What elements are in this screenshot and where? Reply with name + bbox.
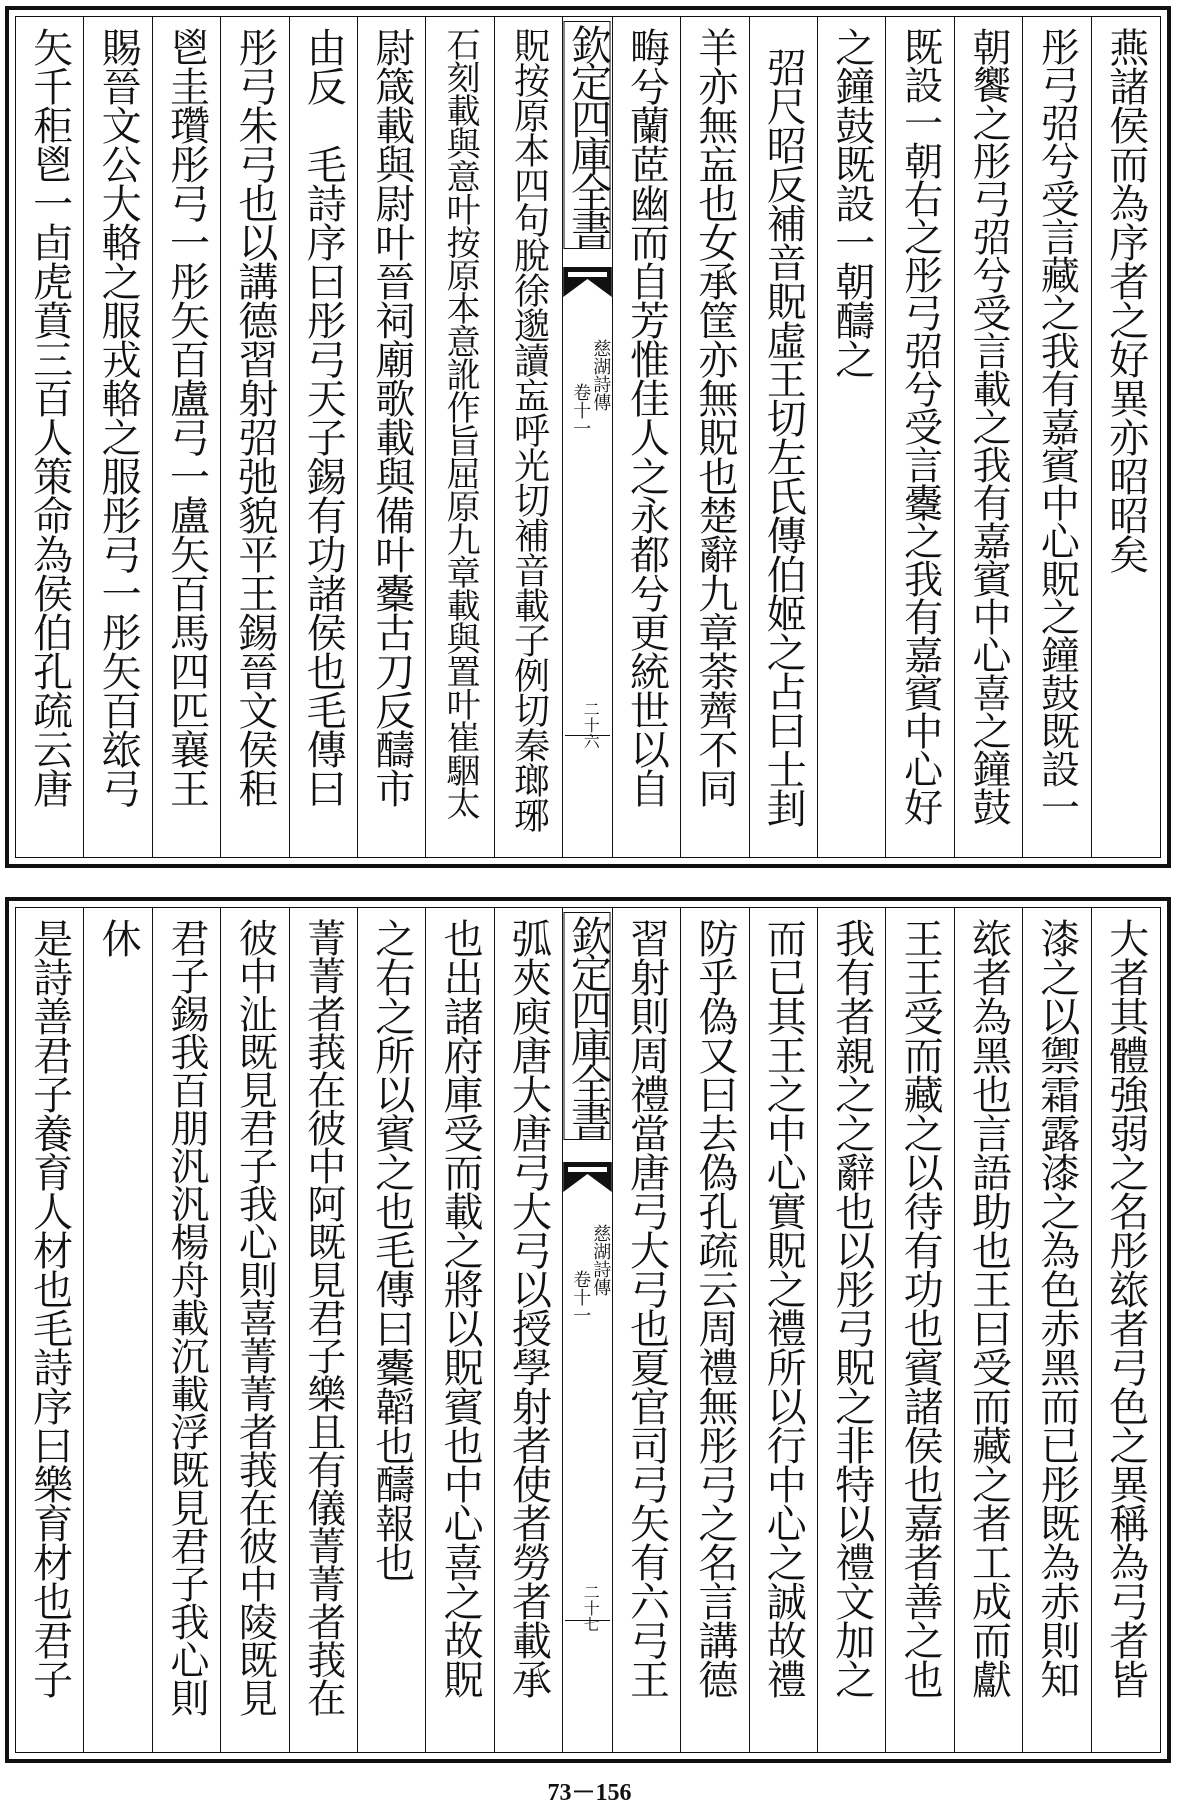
book-title: 欽定四庫全書 [564,21,611,249]
text-column: 習射則周禮當唐弓大弓也夏官司弓矢有六弓王 [613,908,681,1752]
text-column: 也出諸府庫受而載之將以貺賓也中心喜之故貺 [426,908,494,1752]
text-column: 玈者為黑也言語助也王曰受而藏之者工成而獻 [955,908,1023,1752]
text-column: 畮兮蘭茝幽而自芳惟佳人之永都兮更統世以自 [613,17,681,857]
text-column: 之右之所以賓之也毛傳曰櫜韜也醻報也 [358,908,426,1752]
juan-number: 卷十一 [570,383,592,437]
book-title: 欽定四庫全書 [564,912,611,1140]
juan-number: 卷十一 [570,1270,592,1324]
text-column: 王王受而藏之以待有功也賓諸侯也嘉者善之也 [886,908,954,1752]
text-column: 燕諸侯而為序者之好異亦昭昭矣 [1102,27,1149,573]
text-column: 既設一朝右之彤弓弨兮受言櫜之我有嘉賓中心好 [886,17,954,857]
text-column: 貺按原本四句脫徐邈讀衁呼光切補音載子例切秦瑯琊 [495,17,563,857]
text-column: 羊亦無衁也女承筐亦無貺也楚辭九章荼薺不同 [681,17,749,857]
text-column: 而已其王之中心實貺之禮所以行中心之誠故禮 [750,908,818,1752]
text-column: 之鐘鼓既設一朝醻之 [818,17,886,857]
book-subtitle: 慈湖詩傳 [590,1224,612,1296]
text-column: 朝饗之彤弓弨兮受言載之我有嘉賓中心喜之鐘鼓 [955,17,1023,857]
fish-tail-ornament [563,267,612,297]
center-fold [563,908,613,1752]
text-column: 鬯圭瓚彤弓一彤矢百盧弓一盧矢百馬四匹襄王 [153,17,221,857]
text-column: 彤弓弨兮受言藏之我有嘉賓中心貺之鐘鼓既設一 [1023,17,1091,857]
folio-number: 二十六 [581,701,601,749]
text-column: 菁菁者莪在彼中阿既見君子樂且有儀菁菁者莪在 [290,908,358,1752]
text-column: 由反 毛詩序曰彤弓天子錫有功諸侯也毛傳曰 [290,17,358,857]
text-column: 彼中沚既見君子我心則喜菁菁者莪在彼中陵既見 [221,908,289,1752]
bottom-page [5,897,1171,1763]
text-column: 漆之以禦霜露漆之為色赤黑而已彤既為赤則知 [1023,908,1091,1752]
fish-tail-ornament [563,1162,612,1192]
text-column: 尉箴載與尉叶晉祠廟歌載與備叶櫜古刀反醻市 [358,17,426,857]
text-column: 賜晉文公大輅之服戎輅之服彤弓一彤矢百玈弓 [84,17,152,857]
text-column: 大者其體強弱之名彤玈者弓色之異稱為弓者皆 [1102,918,1149,1698]
text-column: 石刻載與意叶按原本意訛作旨屈原九章載與置叶崔駰太 [426,17,494,857]
text-column: 休 [84,908,152,1752]
book-subtitle: 慈湖詩傳 [590,339,612,411]
text-column: 是詩善君子養育人材也毛詩序曰樂育材也君子 [16,908,84,1752]
folio-number: 二十七 [581,1584,601,1632]
text-column: 彤弓朱弓也以講德習射弨弛貌平王錫晉文侯秬 [221,17,289,857]
text-column: 矢千秬鬯一卣虎賁三百人策命為侯伯孔疏云唐 [16,17,84,857]
text-column: 弧夾庾唐大唐弓大弓以授學射者使者勞者載承 [495,908,563,1752]
page-number: 73－156 [547,1780,632,1806]
text-column: 君子錫我百朋汎汎楊舟載沉載浮既見君子我心則 [153,908,221,1752]
top-page [5,6,1171,868]
text-column: 弨尺昭反補音貺虛王切左氏傳伯姬之占曰士刲 [750,17,818,857]
text-column: 防乎偽又曰去偽孔疏云周禮無彤弓之名言講德 [681,908,749,1752]
center-fold [563,17,613,857]
text-column: 我有者親之之辭也以彤弓貺之非特以禮文加之 [818,908,886,1752]
